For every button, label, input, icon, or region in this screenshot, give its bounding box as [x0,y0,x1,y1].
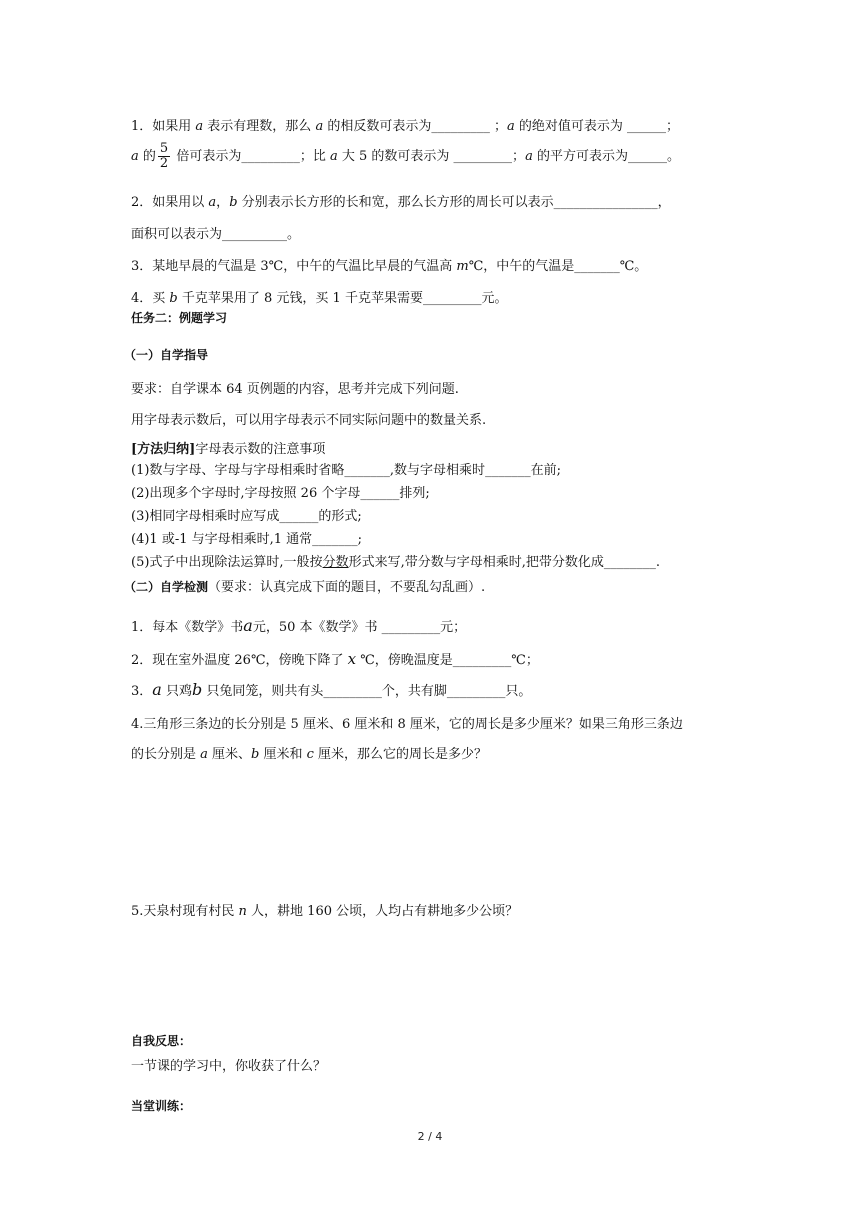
requirement-text: 要求：自学课本 64 页例题的内容，思考并完成下列问题. [131,382,459,397]
section-1-heading: （一）自学指导 [124,348,209,362]
section-2-heading: （二）自学检测（要求：认真完成下面的题目，不要乱勾乱画）. [124,580,486,595]
blank-fraction[interactable]: _________ [241,149,300,164]
method-rule-3: (3)相同字母相乘时应写成______的形式; [131,509,362,524]
blank-square[interactable]: ______ [627,149,667,164]
intro-text: 用字母表示数后，可以用字母表示不同实际问题中的数量关系. [131,413,487,428]
question-3: 3．某地早晨的气温是 3℃，中午的气温比早晨的气温高 m℃，中午的气温是_______℃。 [131,259,648,274]
question-2-line-1: 2．如果用以 a，b 分别表示长方形的长和宽，那么长方形的周长可以表示________________， [131,195,671,210]
blank-rule-1b[interactable]: _______ [485,463,531,478]
check-question-2: 2．现在室外温度 26℃，傍晚下降了 x ℃，傍晚温度是_________℃； [131,650,539,668]
blank-area[interactable]: __________ [222,227,288,242]
blank-legs[interactable]: _________ [446,684,506,699]
blank-rule-1a[interactable]: _______ [344,463,390,478]
method-rule-4: (4)1 或-1 与字母相乘时,1 通常_______; [131,532,363,547]
blank-heads[interactable]: _________ [323,684,382,699]
blank-book-cost[interactable]: _________ [381,620,441,635]
question-1-line-1: 1．如果用 a 表示有理数，那么 a 的相反数可表示为_________ ；a 的绝对值可表示为 ______； [131,119,680,134]
page-number: 2 / 4 [417,1130,443,1143]
task-2-heading: 任务二：例题学习 [131,311,228,325]
blank-noon-temp[interactable]: _______ [574,259,620,274]
blank-rule-5[interactable]: ________ [603,555,656,570]
check-question-4-line-2: 的长分别是 a 厘米、b 厘米和 c 厘米，那么它的周长是多少？ [131,747,488,762]
blank-opposite[interactable]: _________ [431,119,490,134]
blank-absolute[interactable]: ______ [627,119,667,134]
check-question-5: 5.天泉村现有村民 n 人，耕地 160 公顷，人均占有耕地多少公顷？ [131,904,519,919]
check-question-4-line-1: 4.三角形三条边的长分别是 5 厘米、6 厘米和 8 厘米，它的周长是多少厘米？如果三角形三条边 [131,717,683,732]
reflection-heading: 自我反思： [131,1034,192,1048]
question-1-line-2: a 的 $\frac{5}{2}$ 倍可表示为_________；比 a 大 5 的数可表示为 _________；a 的平方可表示为______。 [131,141,680,171]
reflection-question: 一节课的学习中，你收获了什么？ [131,1059,327,1074]
method-title: [方法归纳]字母表示数的注意事项 [131,442,326,457]
method-rule-1: (1)数与字母、字母与字母相乘时省略_______,数与字母相乘时_______在前; [131,463,561,478]
fraction-five-halves: $\frac{5}{2}$ [159,141,169,171]
question-4: 4．买 b 千克苹果用了 8 元钱，买 1 千克苹果需要_________元。 [131,291,508,306]
blank-evening-temp[interactable]: _________ [452,653,512,668]
check-question-3: 3．a 只鸡b 只兔同笼，则共有头_________个，共有脚_________只。 [131,680,532,699]
blank-rule-3[interactable]: ______ [279,509,319,524]
question-2-line-2: 面积可以表示为__________。 [131,227,301,242]
blank-rule-4[interactable]: _______ [312,532,358,547]
blank-plus-five[interactable]: _________ [453,149,513,164]
blank-apple-price[interactable]: _________ [422,291,482,306]
blank-rule-2[interactable]: ______ [360,486,400,501]
check-question-1: 1．每本《数学》书a元，50 本《数学》书 _________元； [131,616,467,635]
practice-heading: 当堂训练： [131,1099,192,1113]
blank-perimeter[interactable]: ________________ [553,195,658,210]
method-rule-2: (2)出现多个字母时,字母按照 26 个字母______排列; [131,486,430,501]
method-rule-5: (5)式子中出现除法运算时,一般按分数形式来写,带分数与字母相乘时,把带分数化成________. [131,555,660,570]
